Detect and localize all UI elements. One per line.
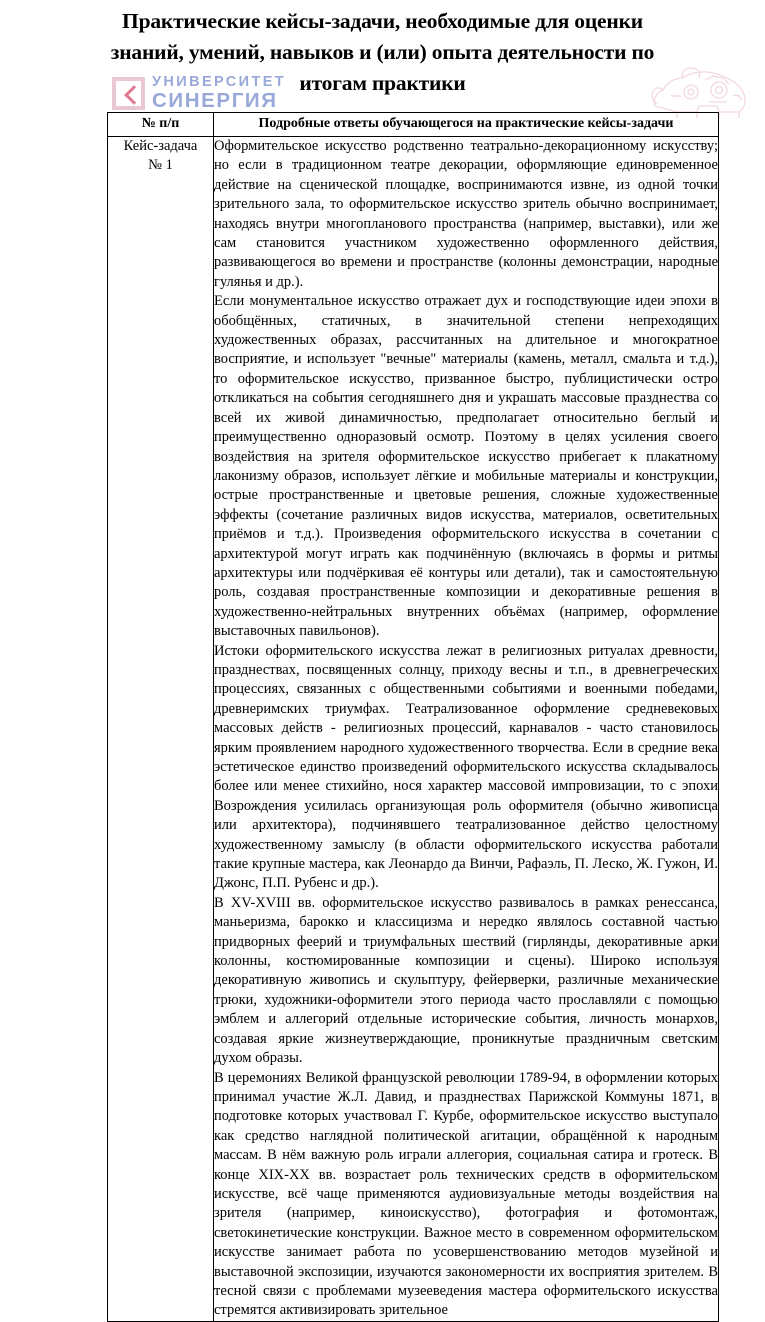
synergy-logo-line-2: СИНЕРГИЯ xyxy=(152,89,278,112)
table-row xyxy=(108,137,719,1322)
answer-paragraph-3: Истоки оформительского искусства лежат в религиозных ритуалах древности, празднествах, посвященных солнцу, приходу весны и т.п., в древнегреческих процессиях, связанных с общественными событиями и военными победами, древнеримских триумфах. Театрализованное оформление средневековых массовых действ - религиозных процессий, карнавалов - часто становилось ярким проявлением народного художественного творчества. Если в средние века эстетическое единство произведений оформительского искусства складывалось более или менее стихийно, нося характер массовой импровизации, то с эпохи Возрождения усилилась организующая роль оформителя (обычно живописца или архитектора), подчинявшего театрализованное действо целостному художественному замыслу (в области оформительского искусства работали такие крупные мастера, как Леонардо да Винчи, Рафаэль, П. Леско, Ж. Гужон, И. Джонс, П.П. Рубенс и др.). xyxy=(214,642,718,892)
answer-paragraph-5: В церемониях Великой французской революции 1789-94, в оформлении которых принимал участие Ж.Л. Давид, и празднествах Парижской Коммуны 1871, в подготовке которых участвовал Г. Курбе, оформительское искусство выступало как средство наглядной политической агитации, обращённой к народным массам. В нём важную роль играли аллегория, социальная сатира и гротеск. В конце XIX-XX вв. возрастает роль технических средств в оформительском искусстве, всё чаще применяются аудиовизуальные методы воздействия на зрителя (например, киноискусство), фотография и фотомонтаж, светокинетические конструкции. Важное место в современном оформительском искусстве занимает работа по усовершенствованию методов музейной и выставочной экспозиции, изучаются закономерности их восприятия зрителем. В тесной связи с проблемами музееведения мастера оформительского искусства стремятся активизировать зрительное xyxy=(214,1069,718,1319)
page-title-line-2: знаний, умений, навыков и (или) опыта деятельности по xyxy=(110,40,655,64)
case-number-line-2: № 1 xyxy=(148,157,173,174)
synergy-logo-watermark xyxy=(110,74,325,116)
column-header-answers: Подробные ответы обучающегося на практические кейсы-задачи xyxy=(214,113,719,137)
page-title-line-3: итогам практики xyxy=(299,71,466,95)
chevron-left-icon xyxy=(112,77,145,110)
table-header-row xyxy=(108,113,719,137)
answer-paragraph-4: В XV-XVIII вв. оформительское искусство развивалось в рамках ренессанса, маньеризма, барокко и классицизма и нередко являлось составной частью придворных феерий и триумфальных шествий (гирлянды, декоративные арки колонны, костюмированные композиции и сцены). Широко используя декоративную живопись и скульптуру, фейерверки, различные механические трюки, художники-оформители этого периода часто прославляли с помощью эмблем и аллегорий отдельные исторические события, личность монархов, создавая яркие жизнеутверждающие, проникнутые праздничным светским духом образы. xyxy=(214,894,718,1067)
answer-paragraph-1: Оформительское искусство родственно театрально-декорационному искусству; но если в традиционном театре декорации, оформляющие единовременное действие на сценической площадке, воспринимаются извне, из одной точки зрительного зала, то оформительское искусство зритель обычно воспринимает, находясь внутри многопланового пространства (например, выставки), или же сам становится участником художественно оформленного действия, развивающегося во времени и пространстве (колонны демонстрации, народные гулянья и др.). xyxy=(214,138,718,290)
answer-paragraph-2: Если монументальное искусство отражает дух и господствующие идеи эпохи в обобщённых, статичных, в значительной степени непреходящих художественных образах, рассчитанных на длительное и многократное восприятие, и использует "вечные" материалы (камень, металл, смальта и т.д.), то оформительское искусство, призванное быстро, публицистически остро откликаться на события сегодняшнего дня и украшать массовые празднества со всей их живой динамичностью, предполагает относительно беглый и преимущественно одноразовый осмотр. Поэтому в целях усиления своего воздействия на зрителя оформительское искусство прибегает к плакатному лаконизму образов, использует лёгкие и мобильные материалы и конструкции, острые пространственные и цветовые решения, сложные художественные эффекты (сочетание различных видов искусства, материалов, осветительных приёмов и т.д.). Произведения оформительского искусства в сочетании с архитектурой могут играть как подчинённую (включаясь в формы и ритмы архитектуры или подчёркивая её контуры или детали), так и самостоятельную роль, создавая пространственные композиции и декоративные решения в художественно-нейтральных внутренних объёмах (например, оформление выставочных павильонов). xyxy=(214,293,718,640)
column-header-number: № п/п xyxy=(108,113,214,137)
case-answer-cell xyxy=(214,137,719,1322)
synergy-logo-line-1: УНИВЕРСИТЕТ xyxy=(152,74,287,90)
case-tasks-table xyxy=(107,112,719,1322)
case-number-cell xyxy=(108,137,214,1322)
page-title-line-1: Практические кейсы-задачи, необходимые для оценки xyxy=(122,9,643,33)
case-number-line-1: Кейс-задача xyxy=(123,138,198,154)
